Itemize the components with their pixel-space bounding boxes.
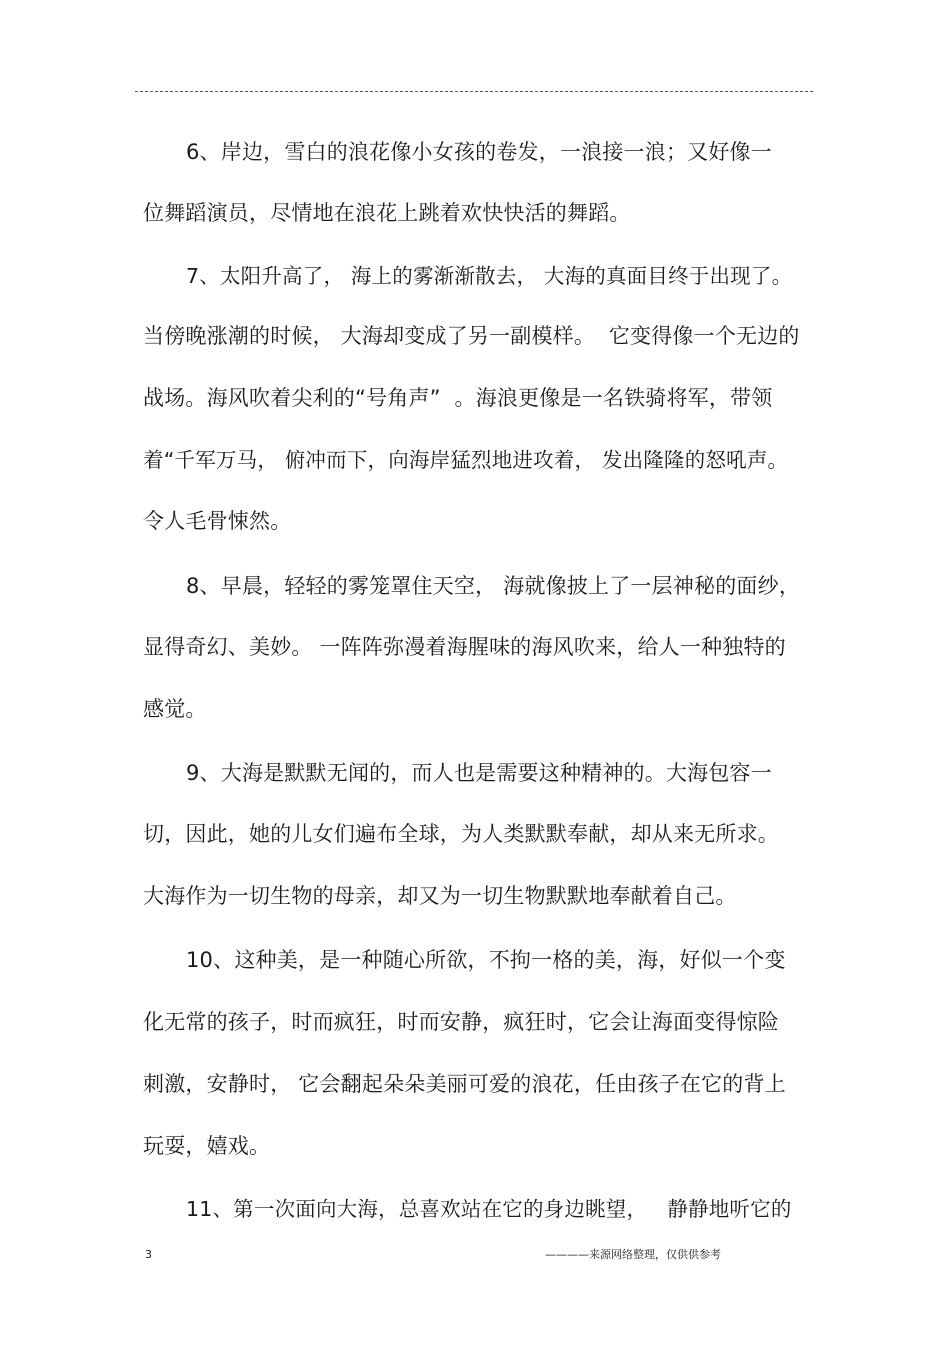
paragraph-11-line-1: 11、第一次面向大海，总喜欢站在它的身边眺望， 静静地听它的	[186, 1197, 792, 1221]
paragraph-10-line-4: 玩耍，嬉戏。	[143, 1134, 271, 1158]
paragraph-7-line-2: 当傍晚涨潮的时候， 大海却变成了另一副模样。 它变得像一个无边的	[143, 324, 800, 348]
paragraph-8-line-3: 感觉。	[143, 697, 207, 721]
paragraph-8-line-2: 显得奇幻、美妙。 一阵阵弥漫着海腥味的海风吹来，给人一种独特的	[143, 635, 786, 659]
paragraph-6-line-1: 6、岸边，雪白的浪花像小女孩的卷发，一浪接一浪；又好像一	[186, 140, 772, 164]
paragraph-8-line-1: 8、早晨，轻轻的雾笼罩住天空， 海就像披上了一层神秘的面纱，	[186, 574, 801, 598]
paragraph-6-line-2: 位舞蹈演员，尽情地在浪花上跳着欢快快活的舞蹈。	[143, 201, 631, 225]
paragraph-10-line-3: 刺激，安静时， 它会翻起朵朵美丽可爱的浪花，任由孩子在它的背上	[143, 1072, 786, 1096]
paragraph-9-line-3: 大海作为一切生物的母亲，却又为一切生物默默地奉献着自己。	[143, 884, 737, 908]
paragraph-9-line-1: 9、大海是默默无闻的，而人也是需要这种精神的。大海包容一	[186, 761, 772, 785]
paragraph-10-line-2: 化无常的孩子，时而疯狂，时而安静，疯狂时，它会让海面变得惊险	[143, 1010, 779, 1034]
paragraph-10-line-1: 10、这种美，是一种随心所欲，不拘一格的美，海，好似一个变	[186, 948, 786, 972]
paragraph-7-line-3: 战场。海风吹着尖利的“号角声” 。海浪更像是一名铁骑将军，带领	[143, 386, 773, 410]
paragraph-7-line-4: 着“千军万马， 俯冲而下，向海岸猛烈地进攻着， 发出隆隆的怒吼声。	[143, 448, 789, 472]
paragraph-9-line-2: 切，因此，她的儿女们遍布全球，为人类默默奉献，却从来无所求。	[143, 822, 779, 846]
source-note: ————来源网络整理，仅供供参考	[545, 1248, 721, 1261]
paragraph-7-line-5: 令人毛骨悚然。	[143, 509, 292, 533]
paragraph-7-line-1: 7、太阳升高了， 海上的雾渐渐散去， 大海的真面目终于出现了。	[186, 264, 793, 288]
page-number: 3	[145, 1248, 152, 1261]
